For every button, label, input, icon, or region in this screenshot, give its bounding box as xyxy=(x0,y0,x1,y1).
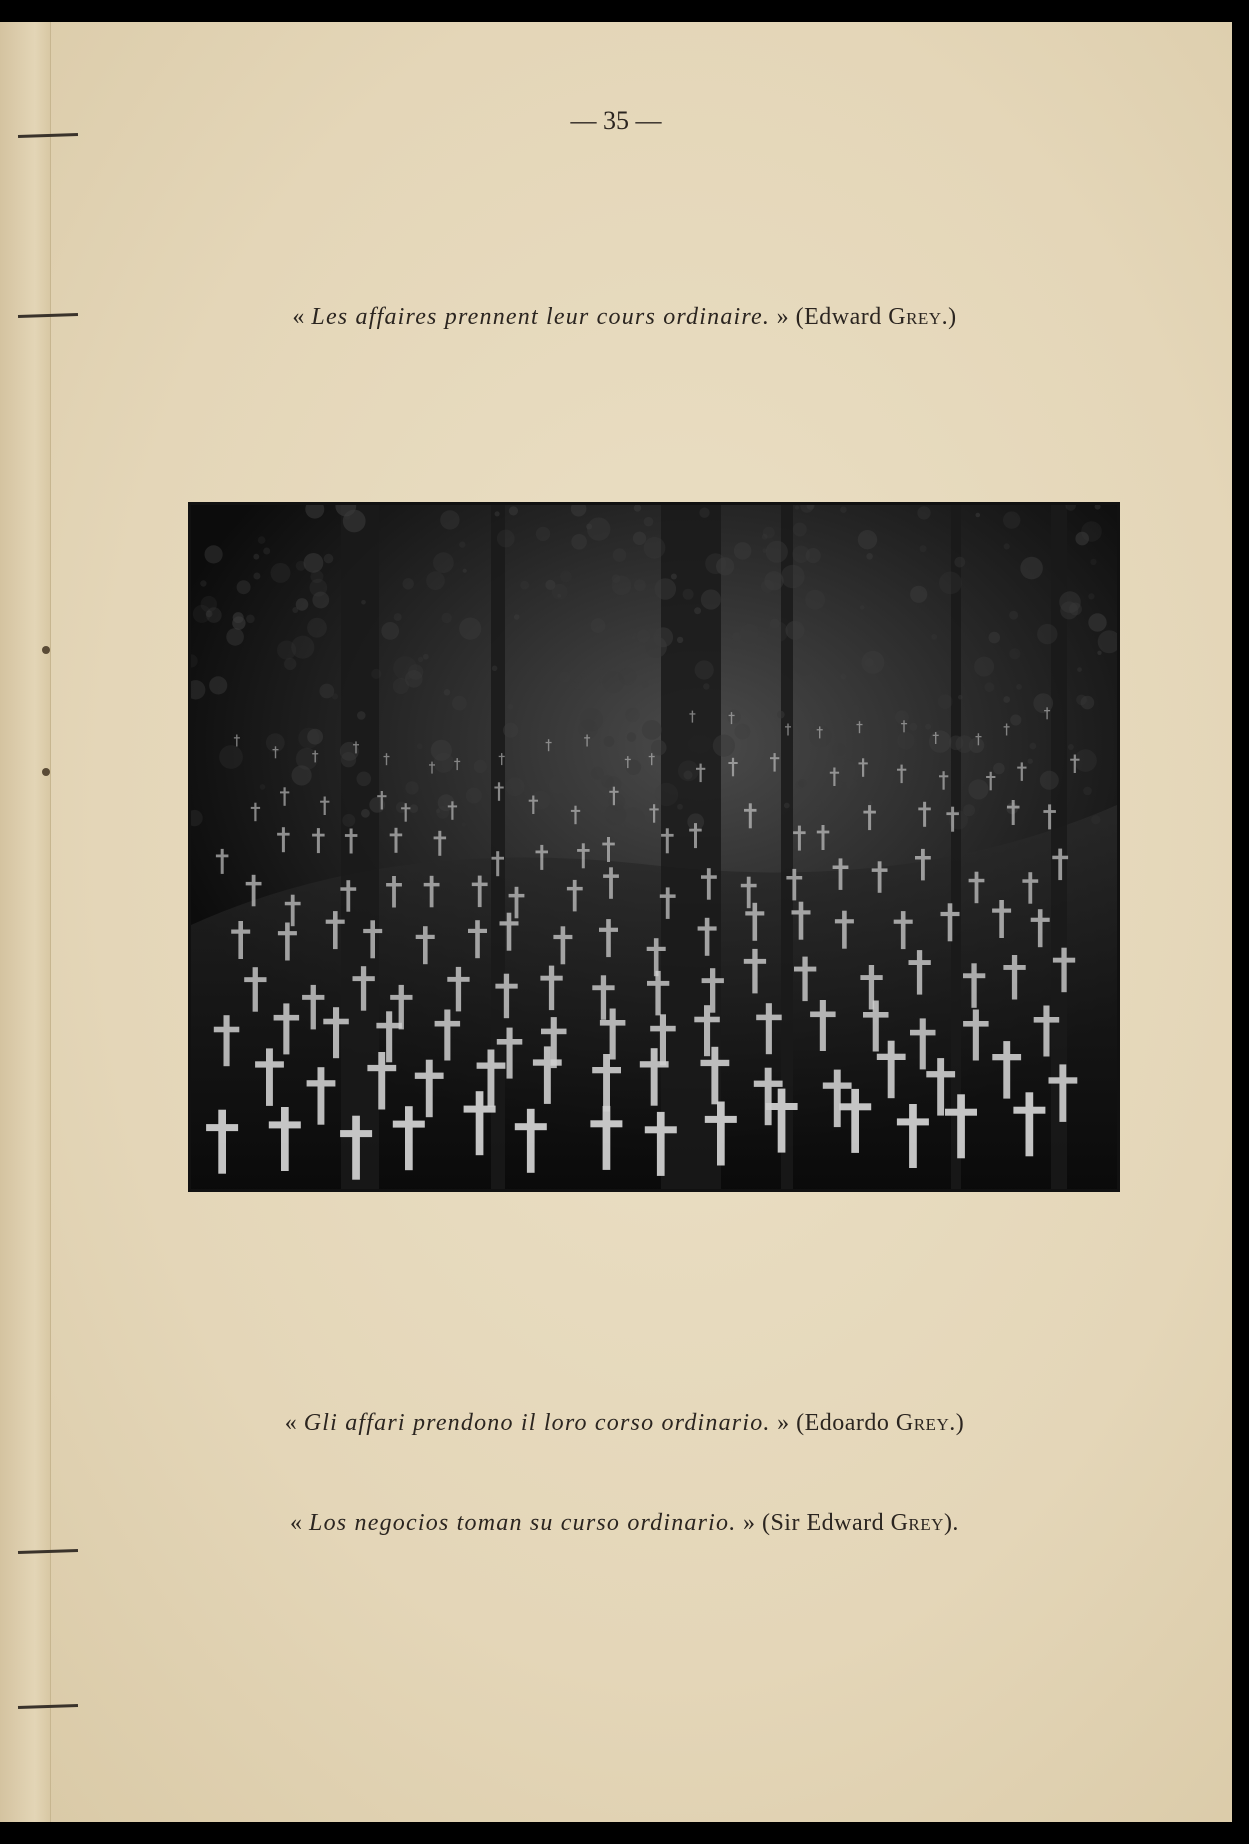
foliage-speck xyxy=(381,622,399,640)
foliage-speck xyxy=(342,814,355,827)
foliage-speck xyxy=(974,657,994,677)
foliage-speck xyxy=(417,743,423,749)
author-suffix: .) xyxy=(941,304,957,330)
foliage-speck xyxy=(357,711,366,720)
foliage-speck xyxy=(246,615,255,624)
binding-stitch xyxy=(18,1549,78,1554)
foliage-speck xyxy=(260,784,266,790)
close-quote: » xyxy=(770,304,796,330)
foliage-speck xyxy=(734,542,752,560)
foliage-speck xyxy=(832,743,845,756)
foliage-speck xyxy=(805,590,825,610)
foliage-speck xyxy=(1075,532,1089,546)
foliage-speck xyxy=(601,775,614,788)
foliage-speck xyxy=(713,735,735,757)
foliage-speck xyxy=(985,682,995,692)
foliage-speck xyxy=(684,771,693,780)
foliage-speck xyxy=(233,612,244,623)
foliage-speck xyxy=(1090,559,1096,565)
foliage-speck xyxy=(357,772,372,787)
binding-hole xyxy=(42,768,50,776)
foliage-speck xyxy=(1088,593,1094,599)
foliage-speck xyxy=(1060,601,1078,619)
foliage-speck xyxy=(925,724,931,730)
foliage-speck xyxy=(209,676,227,694)
foliage-speck xyxy=(868,801,873,806)
foliage-speck xyxy=(833,759,856,782)
foliage-speck xyxy=(910,586,927,603)
quote-text: Los negocios toman su curso ordinario. xyxy=(309,1510,737,1536)
binding-stitch xyxy=(18,1704,78,1709)
foliage-speck xyxy=(1033,693,1053,713)
foliage-speck xyxy=(497,530,515,548)
foliage-speck xyxy=(840,506,847,513)
foliage-speck xyxy=(653,627,673,647)
foliage-speck xyxy=(860,605,865,610)
foliage-speck xyxy=(440,510,459,529)
foliage-speck xyxy=(418,657,423,662)
foliage-speck xyxy=(762,548,767,553)
foliage-speck xyxy=(767,621,788,642)
foliage-speck xyxy=(793,523,807,537)
foliage-speck xyxy=(466,788,482,804)
foliage-speck xyxy=(795,505,799,509)
foliage-speck xyxy=(536,527,550,541)
foliage-speck xyxy=(604,736,615,747)
foliage-speck xyxy=(394,613,402,621)
foliage-speck xyxy=(474,760,487,773)
foliage-speck xyxy=(1083,787,1092,796)
foliage-speck xyxy=(968,779,988,799)
foliage-speck xyxy=(762,534,768,540)
close-quote: » xyxy=(736,1510,762,1536)
foliage-speck xyxy=(452,696,467,711)
foliage-speck xyxy=(612,574,621,583)
foliage-speck xyxy=(784,803,790,809)
tree-trunk xyxy=(781,505,793,1189)
foliage-speck xyxy=(954,557,965,568)
foliage-speck xyxy=(840,674,846,680)
foliage-speck xyxy=(642,681,648,687)
foliage-speck xyxy=(573,674,582,683)
foliage-speck xyxy=(520,581,529,590)
foliage-speck xyxy=(793,654,815,676)
foliage-speck xyxy=(939,572,962,595)
foliage-speck xyxy=(677,804,683,810)
foliage-speck xyxy=(463,569,467,573)
foliage-speck xyxy=(909,723,917,731)
binding-hole xyxy=(42,646,50,654)
forest-cemetery-illustration xyxy=(191,505,1117,1189)
author-prefix: (Edoardo xyxy=(796,1410,896,1436)
foliage-speck xyxy=(1077,667,1082,672)
foliage-speck xyxy=(644,517,654,527)
foliage-speck xyxy=(958,695,963,700)
foliage-speck xyxy=(671,574,677,580)
foliage-speck xyxy=(296,598,309,611)
author-suffix: .) xyxy=(949,1410,965,1436)
foliage-speck xyxy=(1081,696,1095,710)
foliage-speck xyxy=(442,613,452,623)
foliage-speck xyxy=(237,580,251,594)
foliage-speck xyxy=(625,708,639,722)
close-quote: » xyxy=(770,1410,797,1436)
foliage-speck xyxy=(433,552,454,573)
foliage-speck xyxy=(993,763,1005,775)
foliage-speck xyxy=(206,610,213,617)
caption-french xyxy=(0,304,1249,331)
foliage-speck xyxy=(716,557,734,575)
foliage-speck xyxy=(462,822,466,826)
foliage-speck xyxy=(861,651,884,674)
foliage-speck xyxy=(677,637,683,643)
tree-trunk xyxy=(951,505,961,1189)
foliage-speck xyxy=(591,767,604,780)
foliage-speck xyxy=(766,541,788,563)
foliage-speck xyxy=(895,710,909,724)
foliage-speck xyxy=(253,573,260,580)
foliage-speck xyxy=(509,506,518,515)
foliage-speck xyxy=(731,643,737,649)
foliage-speck xyxy=(613,548,627,562)
foliage-speck xyxy=(858,530,877,549)
foliage-speck xyxy=(444,689,451,696)
foliage-speck xyxy=(619,668,637,686)
foliage-speck xyxy=(423,654,429,660)
foliage-speck xyxy=(866,553,873,560)
foliage-speck xyxy=(324,554,334,564)
foliage-speck xyxy=(403,578,414,589)
foliage-speck xyxy=(409,804,418,813)
foliage-speck xyxy=(1037,624,1057,644)
foliage-speck xyxy=(620,640,632,652)
foliage-speck xyxy=(1003,511,1020,528)
foliage-speck xyxy=(956,735,974,753)
author-name: Grey xyxy=(895,1410,950,1436)
foliage-speck xyxy=(1091,815,1100,824)
foliage-speck xyxy=(271,563,291,583)
foliage-speck xyxy=(644,537,666,559)
foliage-speck xyxy=(809,725,831,747)
foliage-speck xyxy=(492,666,498,672)
foliage-speck xyxy=(506,777,525,796)
foliage-speck xyxy=(304,553,324,573)
foliage-speck xyxy=(920,545,927,552)
foliage-speck xyxy=(1016,684,1022,690)
foliage-speck xyxy=(608,793,625,810)
foliage-speck xyxy=(938,694,953,709)
foliage-speck xyxy=(361,809,370,818)
page-number: — 35 — xyxy=(570,106,662,135)
foliage-speck xyxy=(371,669,381,679)
foliage-speck xyxy=(361,600,366,605)
foliage-speck xyxy=(694,607,701,614)
foliage-speck xyxy=(1028,759,1033,764)
foliage-speck xyxy=(917,506,930,519)
foliage-speck xyxy=(989,632,1001,644)
foliage-speck xyxy=(599,664,605,670)
foliage-speck xyxy=(1020,557,1043,580)
foliage-speck xyxy=(1003,696,1010,703)
open-quote: « xyxy=(292,304,312,330)
foliage-speck xyxy=(495,511,500,516)
foliage-speck xyxy=(508,704,514,710)
foliage-speck xyxy=(963,804,975,816)
binding-gutter xyxy=(0,22,51,1822)
foliage-speck xyxy=(1010,714,1021,725)
foliage-speck xyxy=(846,718,851,723)
foliage-speck xyxy=(627,732,636,741)
foliage-speck xyxy=(309,579,327,597)
foliage-speck xyxy=(1097,651,1101,655)
foliage-speck xyxy=(655,578,677,600)
foliage-speck xyxy=(781,565,805,589)
foliage-speck xyxy=(796,781,804,789)
foliage-speck xyxy=(622,807,644,829)
foliage-speck xyxy=(931,634,937,640)
foliage-speck xyxy=(1009,648,1020,659)
foliage-speck xyxy=(637,630,650,643)
caption-italian xyxy=(0,1410,1249,1437)
cemetery-photograph xyxy=(188,502,1120,1192)
foliage-speck xyxy=(292,765,312,785)
foliage-speck xyxy=(1030,743,1037,750)
foliage-speck xyxy=(735,724,751,740)
foliage-speck xyxy=(307,618,327,638)
author-name: Grey xyxy=(888,304,942,330)
foliage-speck xyxy=(1040,771,1059,790)
foliage-speck xyxy=(571,534,587,550)
foliage-speck xyxy=(701,589,721,609)
quote-text: Les affaires prennent leur cours ordinaire. xyxy=(311,304,771,330)
foliage-speck xyxy=(655,783,678,806)
foliage-speck xyxy=(777,711,785,719)
foliage-speck xyxy=(1009,611,1018,620)
open-quote: « xyxy=(290,1510,310,1536)
open-quote: « xyxy=(284,1410,304,1436)
foliage-speck xyxy=(552,584,568,600)
foliage-speck xyxy=(651,740,667,756)
author-prefix: (Edward xyxy=(795,304,889,330)
foliage-speck xyxy=(226,628,244,646)
foliage-speck xyxy=(578,720,597,739)
foliage-speck xyxy=(426,571,445,590)
foliage-speck xyxy=(792,546,810,564)
foliage-speck xyxy=(976,513,981,518)
foliage-speck xyxy=(307,729,323,745)
foliage-speck xyxy=(683,589,694,600)
foliage-speck xyxy=(436,806,449,819)
foliage-speck xyxy=(1068,744,1074,750)
tree-trunk xyxy=(341,505,379,1189)
foliage-speck xyxy=(634,579,646,591)
author-name: Grey xyxy=(890,1510,944,1536)
foliage-speck xyxy=(332,693,338,699)
foliage-speck xyxy=(929,730,951,752)
foliage-speck xyxy=(219,745,243,769)
foliage-speck xyxy=(586,524,592,530)
foliage-speck xyxy=(695,660,714,679)
foliage-speck xyxy=(393,656,417,680)
foliage-speck xyxy=(1004,543,1010,549)
foliage-speck xyxy=(549,776,568,795)
foliage-speck xyxy=(814,799,822,807)
foliage-speck xyxy=(459,618,481,640)
foliage-speck xyxy=(277,641,296,660)
quote-text: Gli affari prendono il loro corso ordinario. xyxy=(303,1410,771,1436)
foliage-speck xyxy=(258,536,266,544)
foliage-speck xyxy=(559,671,570,682)
foliage-speck xyxy=(434,753,454,773)
foliage-speck xyxy=(263,548,270,555)
caption-spanish xyxy=(0,1510,1249,1537)
foliage-speck xyxy=(585,796,592,803)
foliage-speck xyxy=(514,614,520,620)
foliage-speck xyxy=(764,571,783,590)
foliage-speck xyxy=(591,618,606,633)
foliage-speck xyxy=(699,508,709,518)
foliage-speck xyxy=(503,723,518,738)
author-prefix: (Sir Edward xyxy=(761,1510,891,1536)
foliage-speck xyxy=(754,637,767,650)
foliage-speck xyxy=(1088,613,1106,631)
foliage-speck xyxy=(703,683,709,689)
foliage-speck xyxy=(599,679,603,683)
foliage-speck xyxy=(897,732,915,750)
foliage-speck xyxy=(633,532,646,545)
foliage-speck xyxy=(459,541,465,547)
foliage-speck xyxy=(727,710,741,724)
foliage-speck xyxy=(753,625,759,631)
foliage-speck xyxy=(405,781,418,794)
foliage-speck xyxy=(850,705,859,714)
foliage-speck xyxy=(200,580,206,586)
author-suffix: ). xyxy=(943,1510,959,1536)
foliage-speck xyxy=(642,720,662,740)
foliage-speck xyxy=(560,571,572,583)
foliage-speck xyxy=(786,621,805,640)
foliage-speck xyxy=(632,636,636,640)
foliage-speck xyxy=(253,554,259,560)
foliage-speck xyxy=(205,545,223,563)
